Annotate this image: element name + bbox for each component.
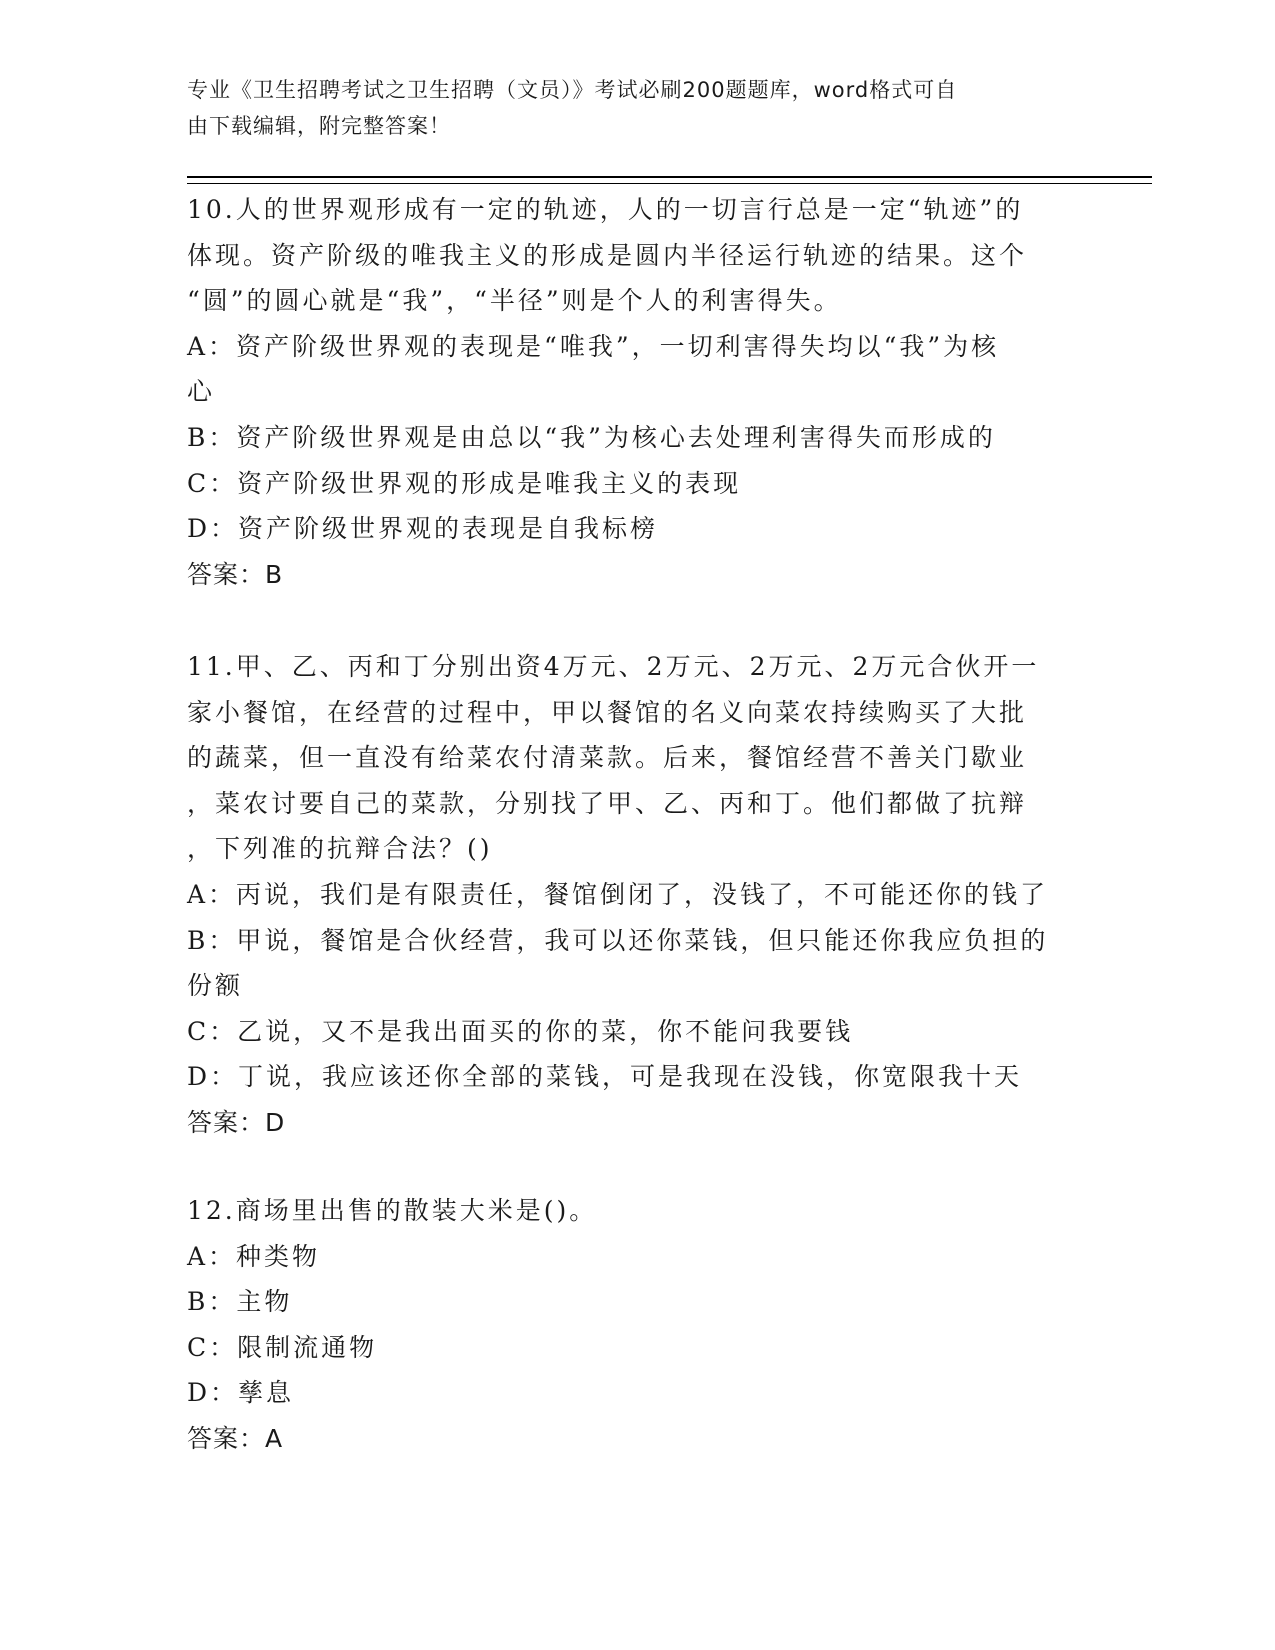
- header-divider: [187, 183, 1152, 184]
- header-line: 由下载编辑，附完整答案！: [187, 114, 451, 138]
- document-header: [187, 72, 1067, 144]
- option-d: D：孳息: [187, 1378, 295, 1408]
- option-a: A：种类物: [187, 1241, 321, 1271]
- question-stem-line: 12.商场里出售的散装大米是()。: [187, 1196, 598, 1225]
- question-stem-line: 家小餐馆，在经营的过程中，甲以餐馆的名义向菜农持续购买了大批: [187, 697, 1028, 727]
- question-11: [187, 644, 1087, 1146]
- answer: 答案：B: [187, 559, 284, 589]
- option-a-continued: 心: [187, 377, 216, 407]
- option-b: B：甲说，餐馆是合伙经营，我可以还你菜钱，但只能还你我应负担的: [187, 925, 1049, 955]
- option-d: D：资产阶级世界观的表现是自我标榜: [187, 514, 659, 544]
- option-d: D：丁说，我应该还你全部的菜钱，可是我现在没钱，你宽限我十天: [187, 1062, 1023, 1092]
- option-c: C：乙说，又不是我出面买的你的菜，你不能问我要钱: [187, 1016, 854, 1046]
- option-c: C：资产阶级世界观的形成是唯我主义的表现: [187, 468, 742, 498]
- question-stem-line: 的蔬菜，但一直没有给菜农付清菜款。后来，餐馆经营不善关门歇业: [187, 743, 1028, 773]
- header-divider: [187, 176, 1152, 178]
- question-12: [187, 1188, 1087, 1462]
- question-10: [187, 187, 1087, 597]
- option-a: A：丙说，我们是有限责任，餐馆倒闭了，没钱了，不可能还你的钱了: [187, 879, 1049, 909]
- question-stem-line: ，下列准的抗辩合法？(): [187, 834, 493, 864]
- option-a: A：资产阶级世界观的表现是“唯我”，一切利害得失均以“我”为核: [187, 331, 1000, 361]
- question-stem-line: “圆”的圆心就是“我”，“半径”则是个人的利害得失。: [187, 286, 842, 316]
- question-stem-line: 10.人的世界观形成有一定的轨迹，人的一切言行总是一定“轨迹”的: [187, 195, 1024, 224]
- option-c: C：限制流通物: [187, 1332, 378, 1362]
- answer: 答案：A: [187, 1423, 284, 1453]
- question-stem-line: 体现。资产阶级的唯我主义的形成是圆内半径运行轨迹的结果。这个: [187, 240, 1028, 270]
- option-b: B：资产阶级世界观是由总以“我”为核心去处理利害得失而形成的: [187, 422, 996, 452]
- header-line: 专业《卫生招聘考试之卫生招聘（文员）》考试必刷200题题库，word格式可自: [187, 78, 958, 102]
- question-stem-line: 11.甲、乙、丙和丁分别出资4万元、2万元、2万元、2万元合伙开一: [187, 652, 1040, 681]
- answer: 答案：D: [187, 1107, 286, 1137]
- option-b: B：主物: [187, 1287, 293, 1317]
- option-b-continued: 份额: [187, 971, 244, 1001]
- question-stem-line: ，菜农讨要自己的菜款，分别找了甲、乙、丙和丁。他们都做了抗辩: [187, 788, 1028, 818]
